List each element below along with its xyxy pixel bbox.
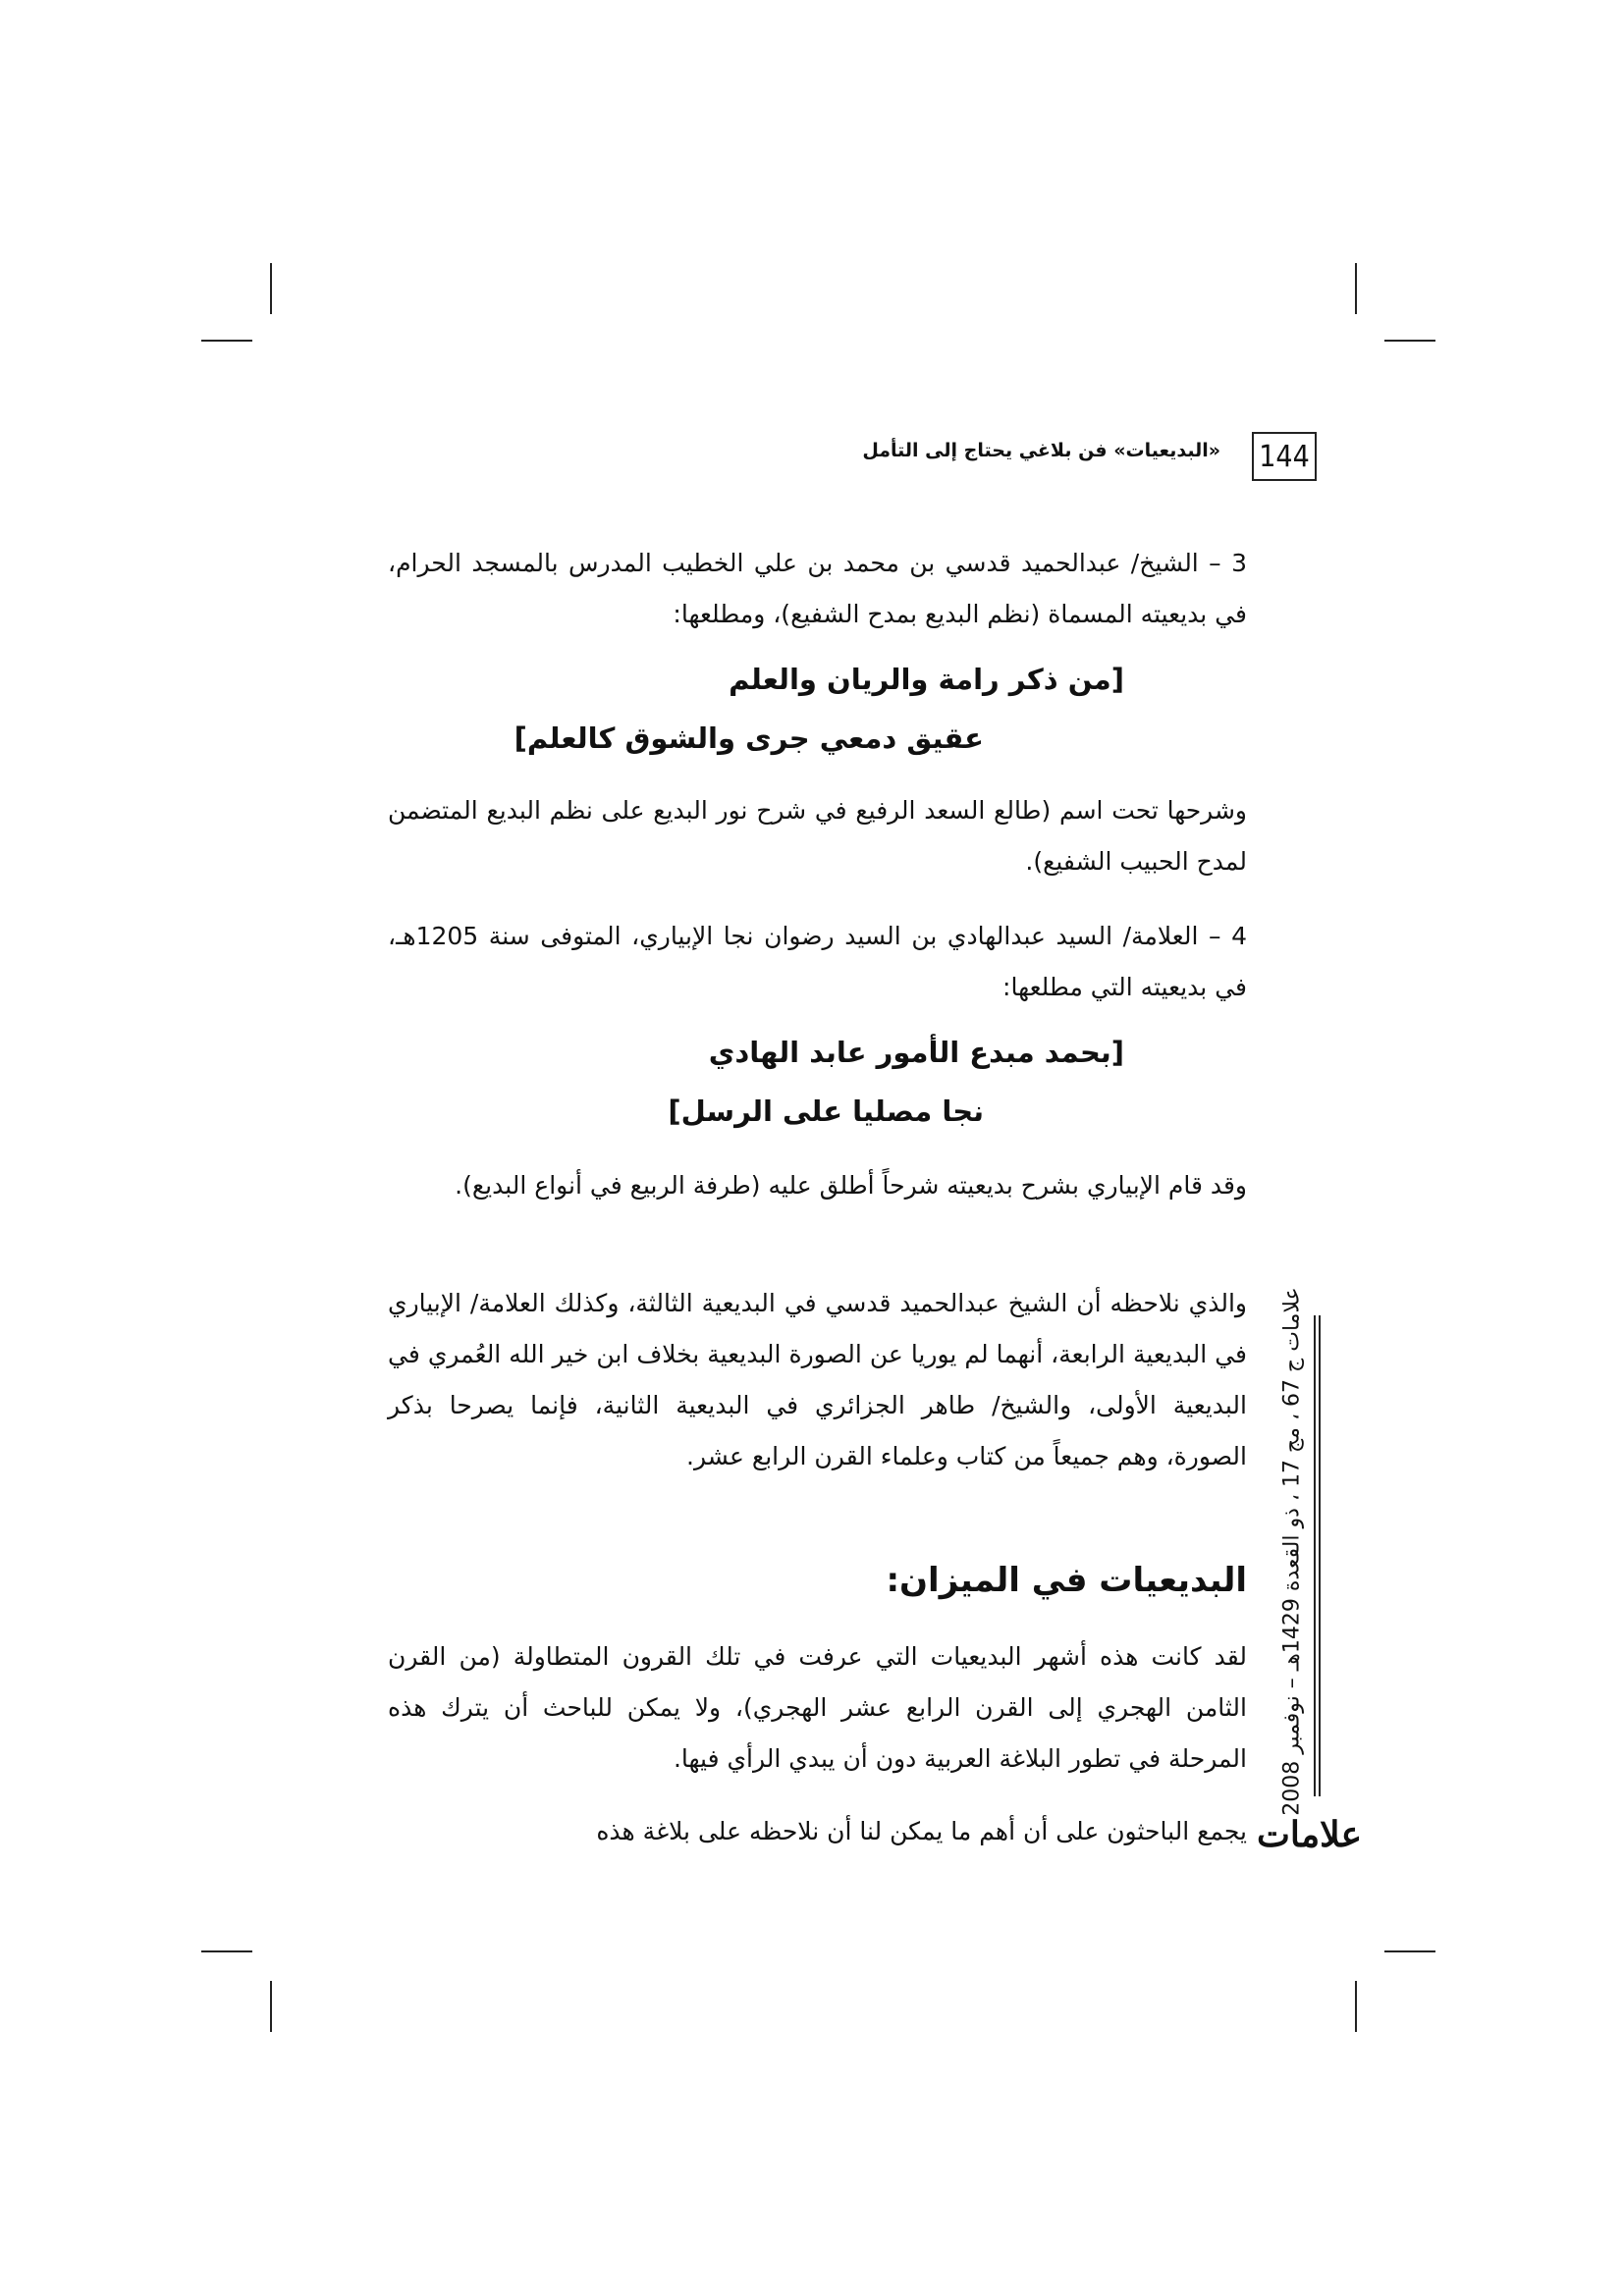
verse-commentary: وقد قام الإبياري بشرح بديعيته شرحاً أطلق عليه (طرفة الربيع في أنواع البديع). [455,1171,1247,1200]
section-paragraph-continued: يجمع الباحثون على أن أهم ما يمكن لنا أن نلاحظه على بلاغة هذه [596,1817,1247,1845]
crop-mark [270,263,272,314]
crop-mark [1355,263,1357,314]
crop-mark [1384,1950,1435,1952]
verse-second-hemistich: عقيق دمعي جرى والشوق كالعلم] [514,721,984,755]
divider [1319,1315,1321,1796]
divider [1314,1315,1316,1796]
journal-citation-strip [1272,1286,1312,1816]
crop-mark [1384,340,1435,342]
crop-mark [201,340,252,342]
verse-first-hemistich: [بحمد مبدع الأمور عابد الهادي [708,1036,1124,1069]
crop-mark [201,1950,252,1952]
journal-logo: علامات [1257,1814,1363,1855]
verse-first-hemistich: [من ذكر رامة والريان والعلم [729,663,1124,696]
crop-mark [270,1981,272,2032]
section-heading: البديعيات في الميزان: [886,1561,1247,1600]
page-number: 144 [1252,432,1317,481]
verse-commentary: وشرحها تحت اسم (طالع السعد الرفيع في شرح نور البديع على نظم البديع المتضمن لمدح الحبيب الشفيع). [388,796,1247,876]
list-item-intro: 3 – الشيخ/ عبدالحميد قدسي بن محمد بن علي الخطيب المدرس بالمسجد الحرام، في بديعيته المسماة (نظم البديع بمدح الشفيع)، ومطلعها: [388,549,1247,628]
running-title: «البديعيات» فن بلاغي يحتاج إلى التأمل [862,440,1220,461]
journal-citation: علامات ج 67 ، مج 17 ، ذو القعدة 1429هـ – نوفمبر 2008 [1279,1286,1305,1816]
verse-second-hemistich: نجا مصليا على الرسل] [668,1095,984,1128]
crop-mark [1355,1981,1357,2032]
section-paragraph: لقد كانت هذه أشهر البديعيات التي عرفت في تلك القرون المتطاولة (من القرن الثامن الهجري إلى القرن الرابع عشر الهجري)، ولا يمكن للباحث أن يترك هذه المرحلة في تطور البلاغة العربية دون أن يبدي الرأي فيها. [388,1642,1247,1773]
list-item-intro: 4 – العلامة/ السيد عبدالهادي بن السيد رضوان نجا الإبياري، المتوفى سنة 1205هـ، في بديعيته التي مطلعها: [388,922,1247,1001]
observation-paragraph: والذي نلاحظه أن الشيخ عبدالحميد قدسي في البديعية الثالثة، وكذلك العلامة/ الإبياري في البديعية الرابعة، أنهما لم يوريا عن الصورة البديعية بخلاف ابن خير الله العُمري في البديعية الأولى، والشيخ/ طاهر الجزائري في البديعية الثانية، فإنما يصرحا بذكر الصورة، وهم جميعاً من كتاب وعلماء القرن الرابع عشر. [388,1289,1247,1470]
